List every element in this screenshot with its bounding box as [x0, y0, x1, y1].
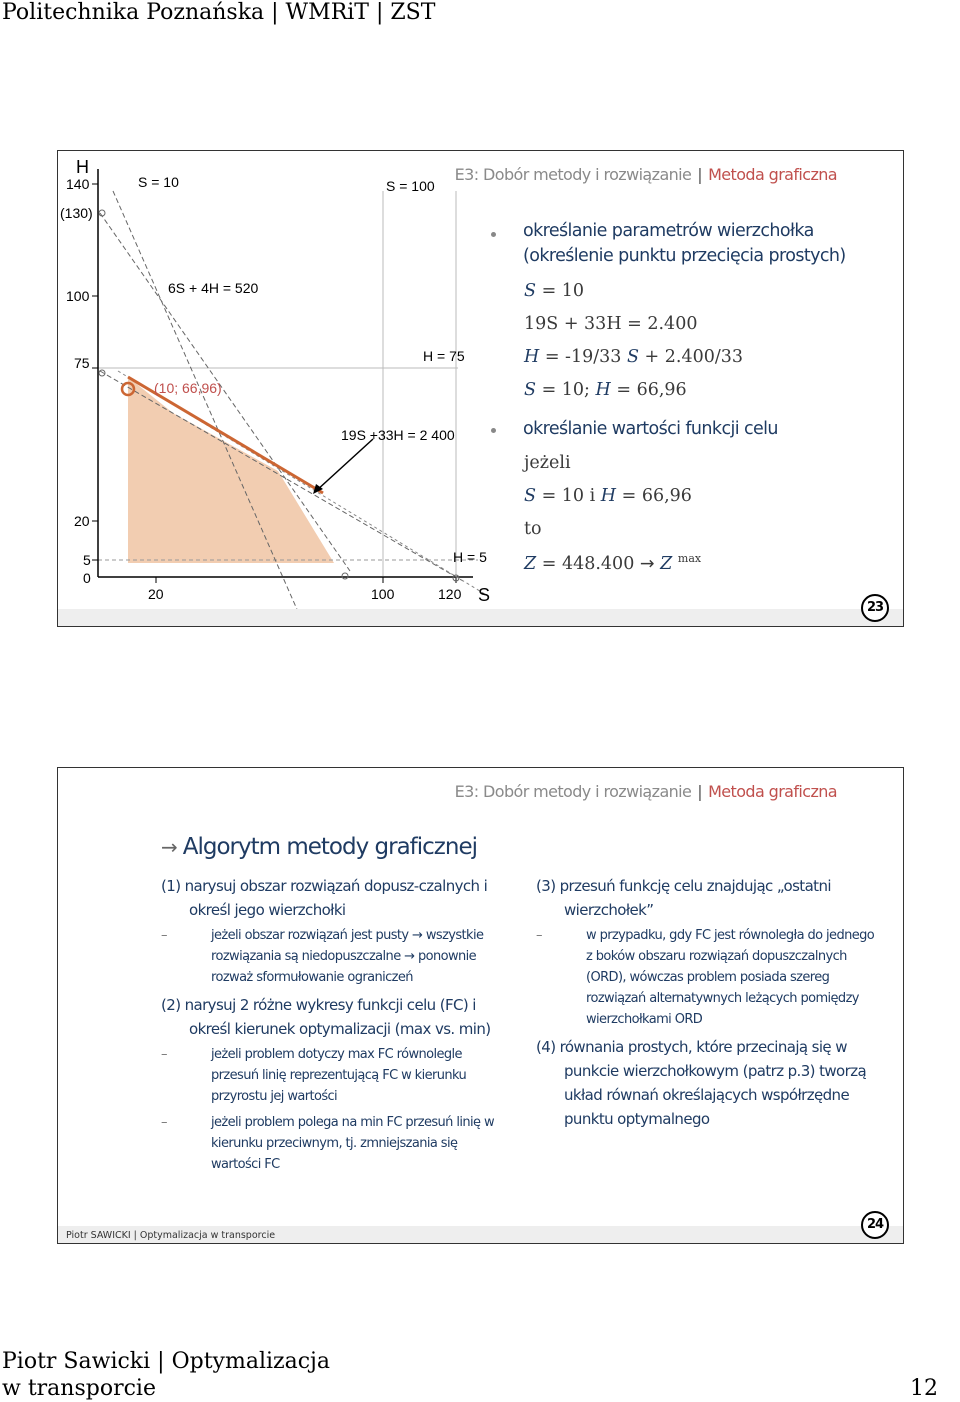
bullet-objective-value: określanie wartości funkcji celu: [523, 419, 778, 439]
pointer-arrow: [316, 439, 373, 491]
slide-title: E3: Dobór metody i rozwiązanie | Metoda graficzna: [454, 165, 837, 184]
ytick-75: 75: [74, 355, 90, 371]
eq-values: S = 10 i H = 66,96: [524, 486, 692, 506]
eq-solution: S = 10; H = 66,96: [524, 380, 687, 400]
if-word: jeżeli: [524, 453, 571, 473]
xtick-120: 120: [438, 586, 462, 602]
slide-heading: → Algorytm metody graficznej: [161, 834, 478, 860]
graphical-method-plot: [58, 151, 491, 626]
label-6s4h: 6S + 4H = 520: [168, 280, 259, 296]
then-word: to: [524, 519, 542, 539]
eq-h-solved: H = -19/33 S + 2.400/33: [524, 347, 744, 367]
xtick-100: 100: [371, 586, 395, 602]
slide-24: [57, 767, 904, 1244]
label-19s33h: 19S +33H = 2 400: [341, 427, 455, 443]
ytick-100: 100: [66, 288, 90, 304]
slide-number: 23: [861, 594, 889, 622]
eq-s10: S = 10: [524, 281, 585, 301]
slide-23: [57, 150, 904, 627]
slide-number: 24: [861, 1211, 889, 1239]
step-2: (2) narysuj 2 różne wykresy funkcji celu (FC) i określ kierunek optymalizacji (max vs. min): [161, 996, 491, 1038]
step-3: (3) przesuń funkcję celu znajdując „ostatni wierzchołek”: [536, 877, 831, 919]
step-2-note-max: – jeżeli problem dotyczy max FC równolegle przesuń linię reprezentującą FC w kierunku przyrostu jej wartości: [161, 1047, 467, 1104]
page-number: 12: [910, 1376, 938, 1401]
ytick-130: (130): [60, 205, 93, 221]
step-2-note-min: – jeżeli problem polega na min FC przesuń linię w kierunku przeciwnym, tj. zmniejszania się wartości FC: [161, 1115, 494, 1172]
label-h5: H = 5: [453, 549, 487, 565]
eq-constraint: 19S + 33H = 2.400: [524, 314, 698, 334]
left-column: [161, 874, 496, 1180]
step-4: (4) równania prostych, które przecinają się w punkcie wierzchołkowym (patrz p.3) tworzą układ równań określających współrzędne punktu optymalnego: [536, 1038, 867, 1128]
ytick-20: 20: [74, 513, 90, 529]
point-86-7: [342, 573, 348, 579]
step-1: (1) narysuj obszar rozwiązań dopusz-czalnych i określ jego wierzchołki: [161, 877, 488, 919]
page-footer: Piotr Sawicki | Optymalizacja w transporcie: [2, 1349, 330, 1401]
slide-footer-strip: [58, 609, 903, 626]
bullet-vertex-params: określanie parametrów wierzchołka (określenie punktu przecięcia prostych): [523, 221, 846, 266]
bullet-dot: [491, 232, 496, 237]
bullet-dot: [491, 428, 496, 433]
label-s100: S = 100: [386, 178, 435, 194]
ytick-5: 5: [83, 552, 91, 568]
ytick-0: 0: [83, 570, 91, 586]
eq-z-max: Z = 448.400 → Z $^{max}$: [524, 552, 702, 574]
step-3-note: – w przypadku, gdy FC jest równoległa do jednego z boków obszaru rozwiązań dopuszczalnych (ORD), wówczas problem posiada szereg rozwiązań alternatywnych leżących pomiędzy wierzchołkami ORD: [536, 928, 875, 1027]
slide-title: E3: Dobór metody i rozwiązanie | Metoda graficzna: [454, 782, 837, 801]
arrow-icon: →: [161, 835, 177, 859]
axis-label-s: S: [478, 585, 491, 605]
slide-footer: Piotr SAWICKI | Optymalizacja w transporcie: [66, 1230, 276, 1241]
ytick-140: 140: [66, 176, 90, 192]
right-column: [536, 874, 876, 1134]
label-s10: S = 10: [138, 174, 179, 190]
xtick-20: 20: [148, 586, 164, 602]
label-vertex: (10; 66,96): [154, 380, 222, 396]
step-1-note: – jeżeli obszar rozwiązań jest pusty → wszystkie rozwiązania są niedopuszczalne → ponownie rozważ sformułowanie ograniczeń: [161, 928, 484, 985]
label-h75: H = 75: [423, 348, 465, 364]
axis-label-h: H: [76, 157, 89, 177]
page-header: Politechnika Poznańska | WMRiT | ZST: [2, 0, 436, 25]
